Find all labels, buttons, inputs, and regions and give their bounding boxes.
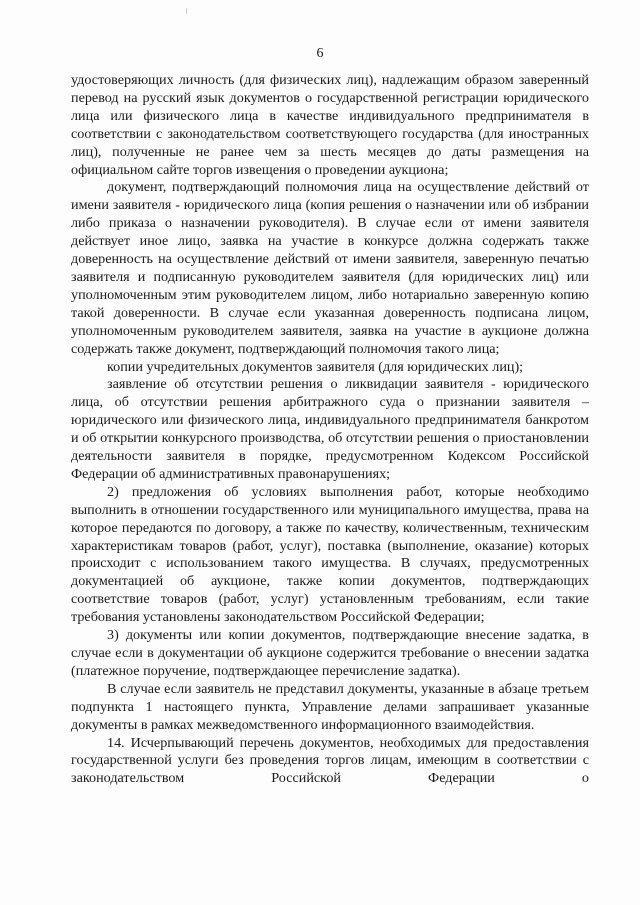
paragraph-work-proposals: 2) предложения об условиях выполнения работ, которые необходимо выполнить в отношении государственного или муниципального имущества, права на которое передаются по договору, а также по качеству, количественным, техническим характеристикам товаров (работ, услуг), поставка (выполнение, оказание) которых происходит с использованием такого имущества. В случаях, предусмотренных документацией об аукционе, также копии документов, подтверждающих соответствие товаров (работ, услуг) установленным требованиям, если такие требования установлены законодательством Российской Федерации; [71, 483, 589, 626]
document-body [71, 72, 589, 788]
paragraph-item-14: 14. Исчерпывающий перечень документов, необходимых для предоставления государственной услуги без проведения торгов лицам, имеющим в соответствии с законодательством Российской Федерации о [71, 734, 589, 787]
scan-mark [186, 8, 187, 14]
paragraph-authority-document: документ, подтверждающий полномочия лица на осуществление действий от имени заявителя - юридического лица (копия решения о назначении или об избрании либо приказа о назначении руководителя). В случае если от имени заявителя действует иное лицо, заявка на участие в конкурсе должна содержать также доверенность на осуществление действий от имени заявителя, заверенную печатью заявителя и подписанную руководителем заявителя (для юридических лиц) или уполномоченным этим руководителем лицом, либо нотариально заверенную копию такой доверенности. В случае если указанная доверенность подписана лицом, уполномоченным руководителем заявителя, заявка на участие в аукционе должна содержать также документ, подтверждающий полномочия такого лица; [71, 179, 589, 357]
paragraph-interagency-request: В случае если заявитель не представил документы, указанные в абзаце третьем подпункта 1 настоящего пункта, Управление делами запрашивает указанные документы в рамках межведомственного информационного взаимодействия. [71, 680, 589, 733]
paragraph-deposit-documents: 3) документы или копии документов, подтверждающие внесение задатка, в случае если в документации об аукционе содержится требование о внесении задатка (платежное поручение, подтверждающее перечисление задатка). [71, 627, 589, 679]
paragraph-liquidation-statement: заявление об отсутствии решения о ликвидации заявителя - юридического лица, об отсутствии решения арбитражного суда о признании заявителя – юридического или физического лица, индивидуального предпринимателя банкротом и об открытии конкурсного производства, об отсутствии решения о приостановлении деятельности заявителя в порядке, предусмотренном Кодексом Российской Федерации об административных правонарушениях; [71, 376, 589, 482]
page-number: 6 [316, 46, 324, 61]
paragraph-identity-docs: удостоверяющих личность (для физических лиц), надлежащим образом заверенный перевод на русский язык документов о государственной регистрации юридического лица или физического лица в качестве индивидуального предпринимателя в соответствии с законодательством соответствующего государства (для иностранных лиц), полученные не ранее чем за шесть месяцев до даты размещения на официальном сайте торгов извещения о проведении аукциона; [71, 72, 589, 178]
paragraph-founding-documents: копии учредительных документов заявителя (для юридических лиц); [107, 358, 524, 375]
